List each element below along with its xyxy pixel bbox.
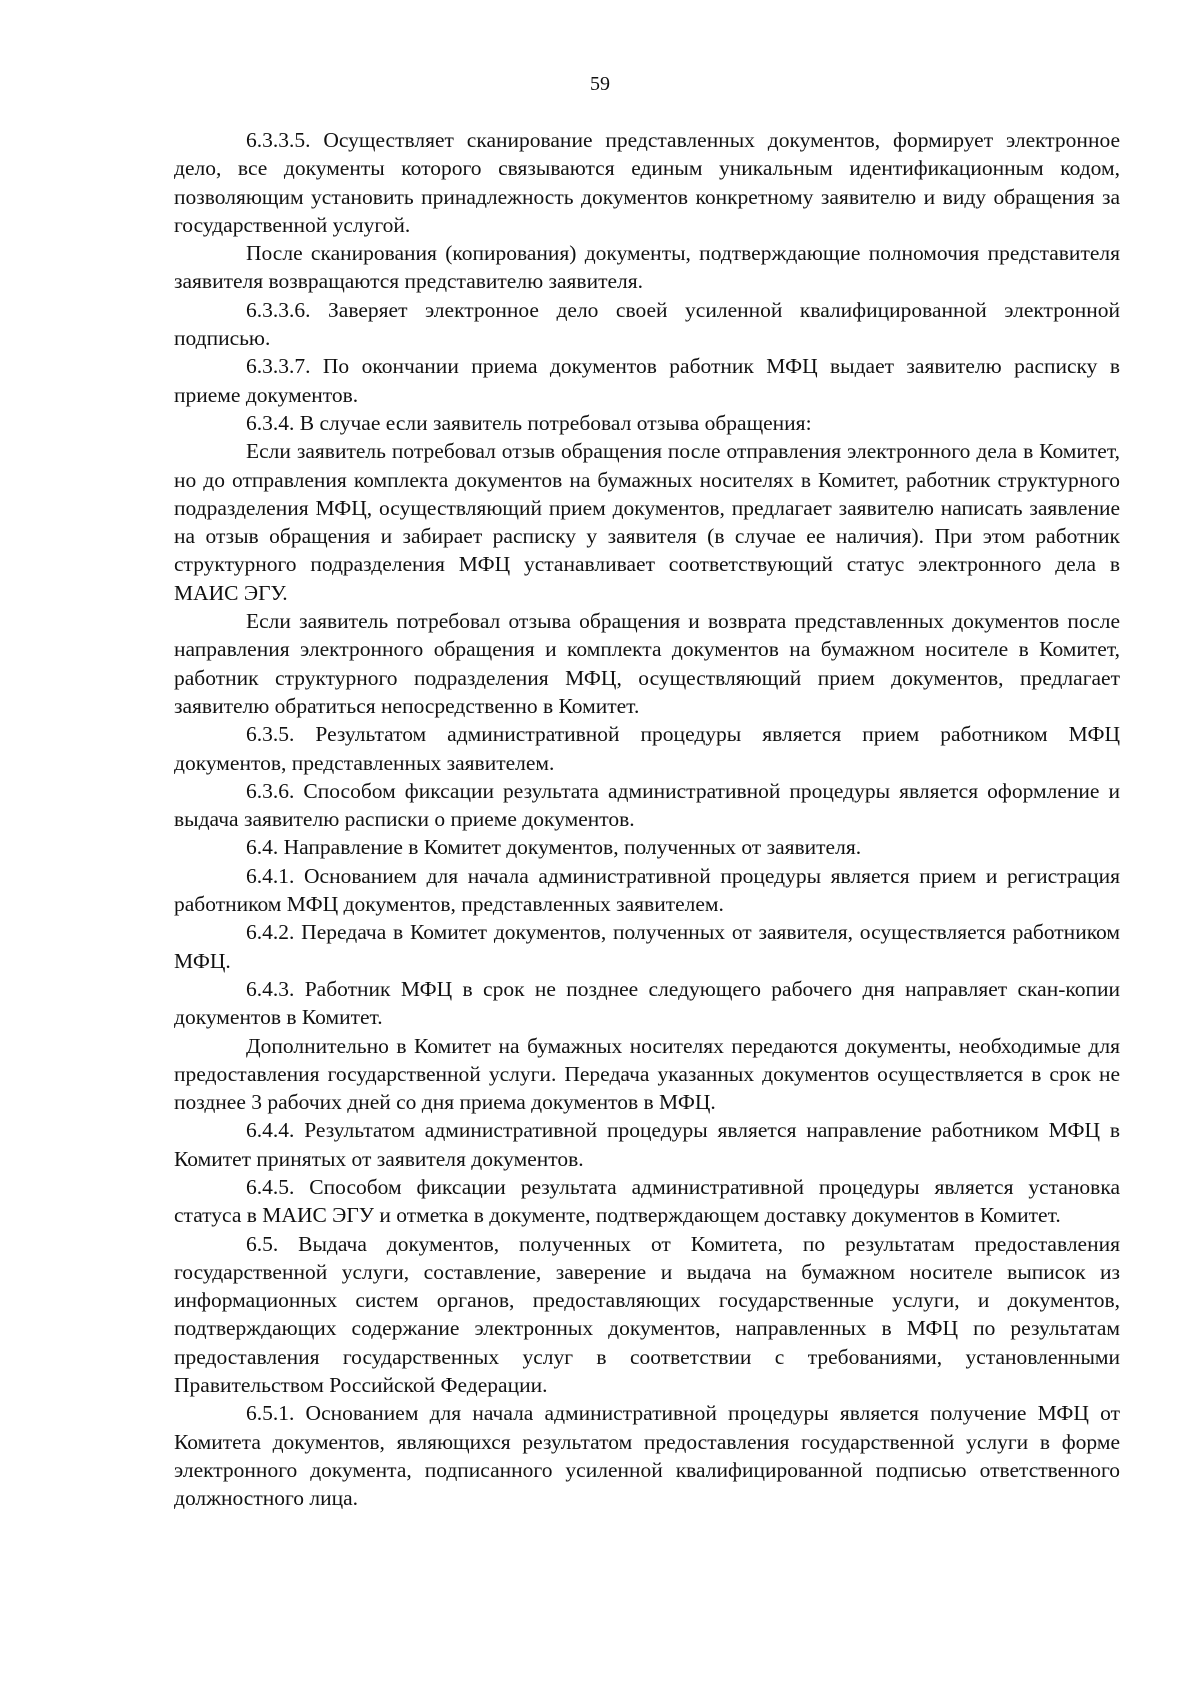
- paragraph-6-5-1: 6.5.1. Основанием для начала административной процедуры является получение МФЦ от Комитета документов, являющихся результатом предоставления государственной услуги в форме электронного документа, подписанного усиленной квалифицированной подписью ответственного должностного лица.: [174, 1401, 1120, 1511]
- paragraph-6-4-4: 6.4.4. Результатом административной процедуры является направление работником МФЦ в Комитет принятых от заявителя документов.: [174, 1118, 1120, 1171]
- paragraph-representative-docs-return: После сканирования (копирования) документы, подтверждающие полномочия представителя заявителя возвращаются представителю заявителя.: [174, 241, 1120, 294]
- paragraph-6-3-3-7: 6.3.3.7. По окончании приема документов работник МФЦ выдает заявителю расписку в приеме документов.: [174, 354, 1120, 407]
- paragraph-withdrawal-before-paper: Если заявитель потребовал отзыв обращения после отправления электронного дела в Комитет, но до отправления комплекта документов на бумажных носителях в Комитет, работник структурного подразделения МФЦ, осуществляющий прием документов, предлагает заявителю написать заявление на отзыв обращения и забирает расписку у заявителя (в случае ее наличия). При этом работник структурного подразделения МФЦ устанавливает соответствующий статус электронного дела в МАИС ЭГУ.: [174, 439, 1120, 605]
- paragraph-6-4-1: 6.4.1. Основанием для начала административной процедуры является прием и регистрация работником МФЦ документов, представленных заявителем.: [174, 863, 1120, 917]
- paragraph-6-3-5: 6.3.5. Результатом административной процедуры является прием работником МФЦ документов, представленных заявителем.: [174, 722, 1120, 775]
- paragraph-6-5: 6.5. Выдача документов, полученных от Комитета, по результатам предоставления государственной услуги, составление, заверение и выдача на бумажном носителе выписок из информационных систем органов, предоставляющих государственные услуги, и документов, подтверждающих содержание электронных документов, направленных в МФЦ по результатам предоставления государственных услуг в соответствии с требованиями, установленными Правительством Российской Федерации.: [174, 1231, 1120, 1398]
- document-body: [174, 126, 1120, 1513]
- page-number: 59: [590, 73, 610, 95]
- paragraph-6-3-3-6: 6.3.3.6. Заверяет электронное дело своей усиленной квалифицированной электронной подписью.: [174, 297, 1120, 351]
- paragraph-6-3-4: 6.3.4. В случае если заявитель потребовал отзыва обращения:: [246, 410, 812, 435]
- paragraph-withdrawal-and-return: Если заявитель потребовал отзыва обращения и возврата представленных документов после направления электронного обращения и комплекта документов на бумажном носителе в Комитет, работник структурного подразделения МФЦ, осуществляющий прием документов, предлагает заявителю обратиться непосредственно в Комитет.: [174, 609, 1120, 718]
- paragraph-6-4-3: 6.4.3. Работник МФЦ в срок не позднее следующего рабочего дня направляет скан-копии документов в Комитет.: [174, 976, 1120, 1030]
- paragraph-6-3-3-5: 6.3.3.5. Осуществляет сканирование представленных документов, формирует электронное дело, все документы которого связываются единым уникальным идентификационным кодом, позволяющим установить принадлежность документов конкретному заявителю и виду обращения за государственной услугой.: [174, 128, 1120, 237]
- paragraph-6-4-2: 6.4.2. Передача в Комитет документов, полученных от заявителя, осуществляется работником МФЦ.: [174, 920, 1120, 973]
- paragraph-6-3-6: 6.3.6. Способом фиксации результата административной процедуры является оформление и выдача заявителю расписки о приеме документов.: [174, 778, 1120, 832]
- paragraph-6-4: 6.4. Направление в Комитет документов, полученных от заявителя.: [246, 835, 862, 860]
- paragraph-6-4-5: 6.4.5. Способом фиксации результата административной процедуры является установка статуса в МАИС ЭГУ и отметка в документе, подтверждающем доставку документов в Комитет.: [174, 1174, 1120, 1228]
- paragraph-additional-paper-docs: Дополнительно в Комитет на бумажных носителях передаются документы, необходимые для предоставления государственной услуги. Передача указанных документов осуществляется в срок не позднее 3 рабочих дней со дня приема документов в МФЦ.: [174, 1033, 1120, 1115]
